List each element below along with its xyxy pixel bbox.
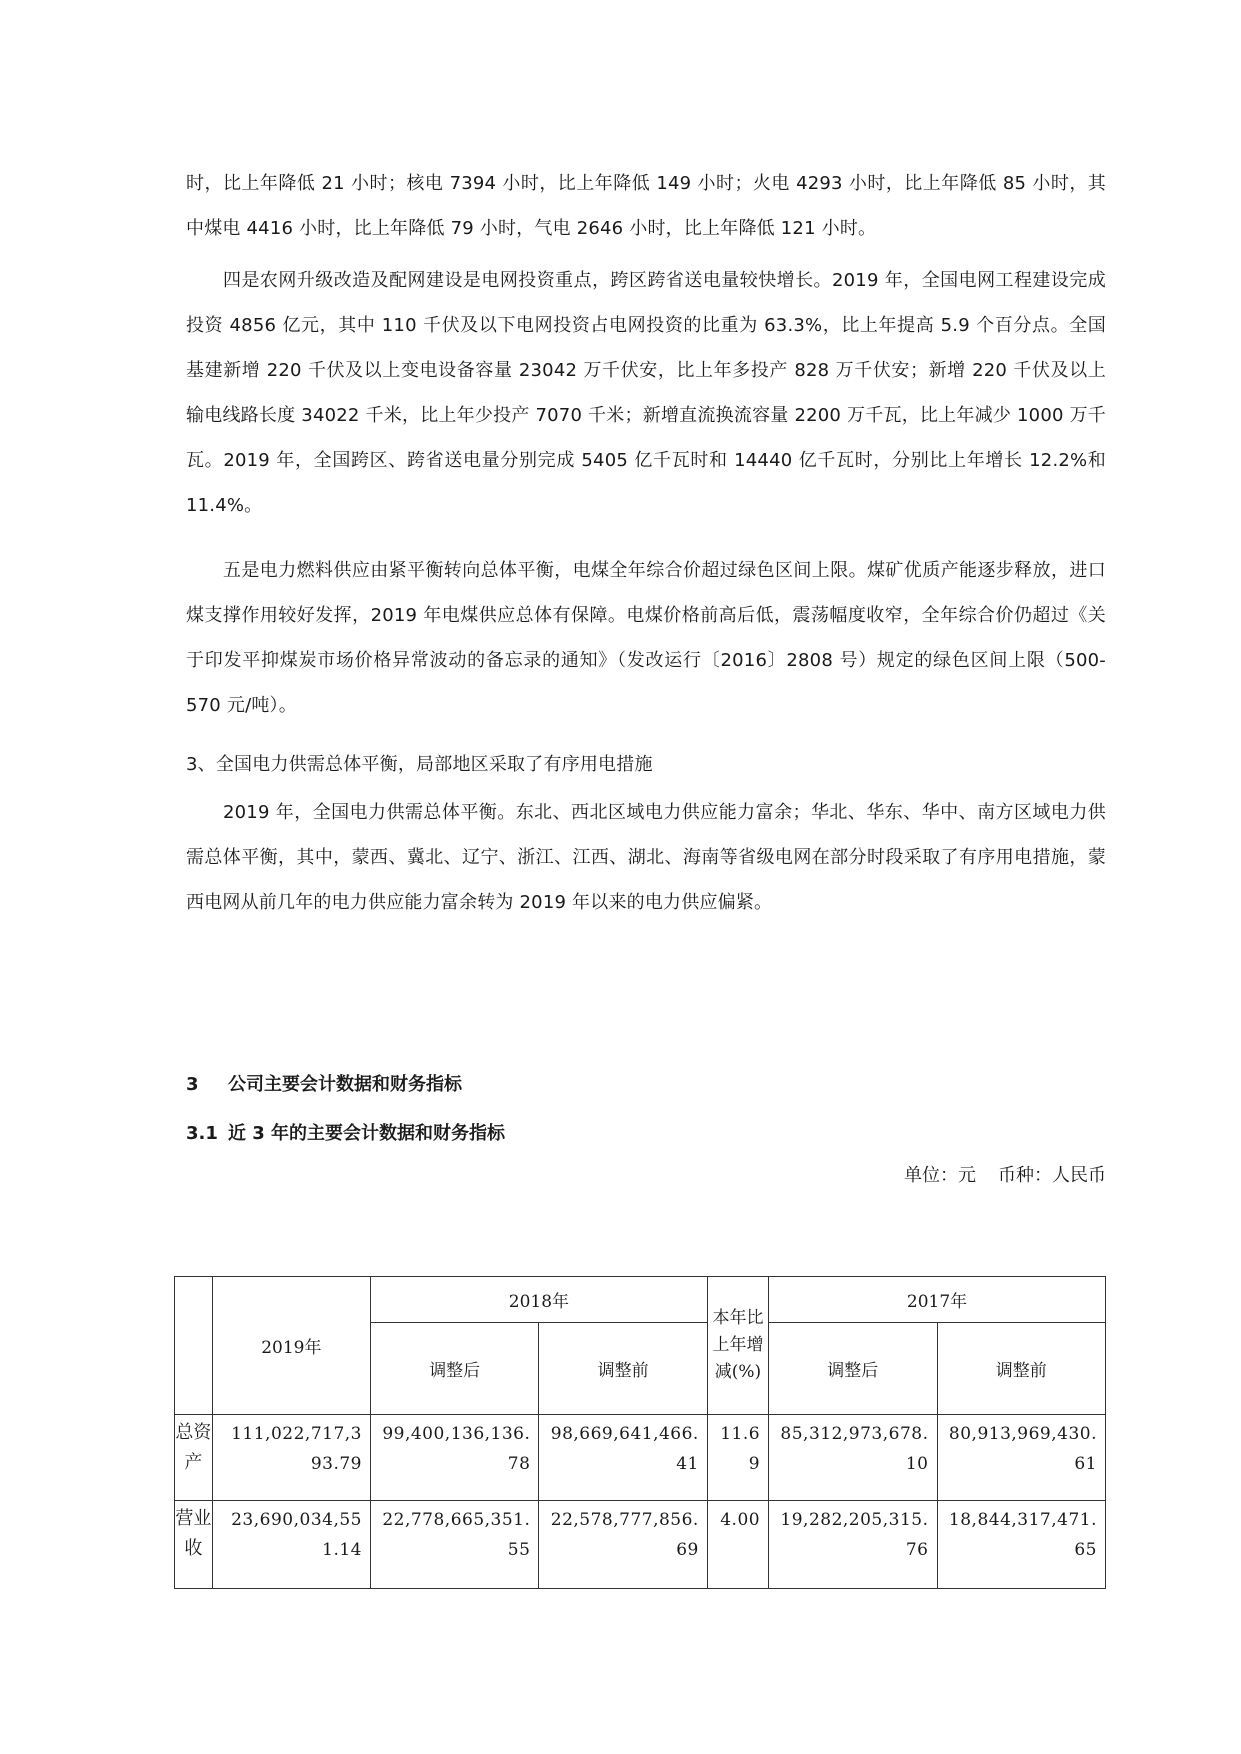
cell-2017-after: 19,282,205,315.76: [769, 1501, 937, 1589]
paragraph-fuel-supply: 五是电力燃料供应由紧平衡转向总体平衡，电煤全年综合价超过绿色区间上限。煤矿优质产能逐步释放，进口煤支撑作用较好发挥，2019 年电煤供应总体有保障。电煤价格前高后低，震荡幅度收窄，全年综合价仍超过《关于印发平抑煤炭市场价格异常波动的备忘录的通知》（发改运行〔2016〕2808 号）规定的绿色区间上限（500-570 元/吨）。: [186, 560, 1106, 716]
financial-indicators-table: [174, 1276, 1106, 1589]
cell-2018-before: 22,578,777,856.69: [539, 1501, 707, 1589]
row-label-revenue: 营业收: [175, 1501, 213, 1589]
header-2017: 2017年: [769, 1277, 1106, 1323]
header-2019: 2019年: [212, 1277, 370, 1415]
currency-label: 币种：人民币: [998, 1165, 1106, 1186]
header-2018: 2018年: [370, 1277, 707, 1323]
cell-change: 11.69: [707, 1415, 768, 1501]
header-blank-cell: [175, 1277, 213, 1415]
section-title-text: 公司主要会计数据和财务指标: [228, 1074, 462, 1095]
header-2018-adjusted-before: 调整前: [539, 1323, 707, 1415]
table-header-row: [175, 1277, 1106, 1323]
unit-currency-note: [882, 1161, 1106, 1187]
cell-2017-after: 85,312,973,678.10: [769, 1415, 937, 1501]
header-2017-adjusted-before: 调整前: [937, 1323, 1106, 1415]
table-row: [175, 1415, 1106, 1501]
cell-2019: 23,690,034,551.14: [212, 1501, 370, 1589]
cell-2018-before: 98,669,641,466.41: [539, 1415, 707, 1501]
cell-2018-after: 99,400,136,136.78: [370, 1415, 538, 1501]
header-2018-adjusted-after: 调整后: [370, 1323, 538, 1415]
section-title-text: 近 3 年的主要会计数据和财务指标: [228, 1123, 506, 1144]
cell-2017-before: 18,844,317,471.65: [937, 1501, 1106, 1589]
header-change: 本年比上年增减(%): [707, 1277, 768, 1415]
row-label-total-assets: 总资产: [175, 1415, 213, 1501]
header-2017-adjusted-after: 调整后: [769, 1323, 937, 1415]
cell-2018-after: 22,778,665,351.55: [370, 1501, 538, 1589]
section-number: 3.1: [186, 1123, 218, 1144]
section-heading-3: [186, 1070, 462, 1096]
paragraph-supply-demand: 2019 年，全国电力供需总体平衡。东北、西北区域电力供应能力富余；华北、华东、华中、南方区域电力供需总体平衡，其中，蒙西、冀北、辽宁、浙江、江西、湖北、海南等省级电网在部分时段采取了有序用电措施，蒙西电网从前几年的电力供应能力富余转为 2019 年以来的电力供应偏紧。: [186, 802, 1106, 913]
section-heading-3-1: [186, 1119, 505, 1145]
cell-change: 4.00: [707, 1501, 768, 1589]
cell-2017-before: 80,913,969,430.61: [937, 1415, 1106, 1501]
section-number: 3: [186, 1074, 199, 1095]
unit-label: 单位：元: [904, 1165, 976, 1186]
subheading-supply-demand: 3、全国电力供需总体平衡，局部地区采取了有序用电措施: [186, 754, 653, 775]
paragraph-utilization-hours: 时，比上年降低 21 小时；核电 7394 小时，比上年降低 149 小时；火电 4293 小时，比上年降低 85 小时，其中煤电 4416 小时，比上年降低 79 小时，气电 2646 小时，比上年降低 121 小时。: [186, 173, 1106, 239]
table-row: [175, 1501, 1106, 1589]
paragraph-grid-investment: 四是农网升级改造及配网建设是电网投资重点，跨区跨省送电量较快增长。2019 年，全国电网工程建设完成投资 4856 亿元，其中 110 千伏及以下电网投资占电网投资的比重为 63.3%，比上年提高 5.9 个百分点。全国基建新增 220 千伏及以上变电设备容量 23042 万千伏安，比上年多投产 828 万千伏安；新增 220 千伏及以上输电线路长度 34022 千米，比上年少投产 7070 千米；新增直流换流容量 2200 万千瓦，比上年减少 1000 万千瓦。2019 年，全国跨区、跨省送电量分别完成 5405 亿千瓦时和 14440 亿千瓦时，分别比上年增长 12.2%和 11.4%。: [186, 270, 1106, 516]
cell-2019: 111,022,717,393.79: [212, 1415, 370, 1501]
